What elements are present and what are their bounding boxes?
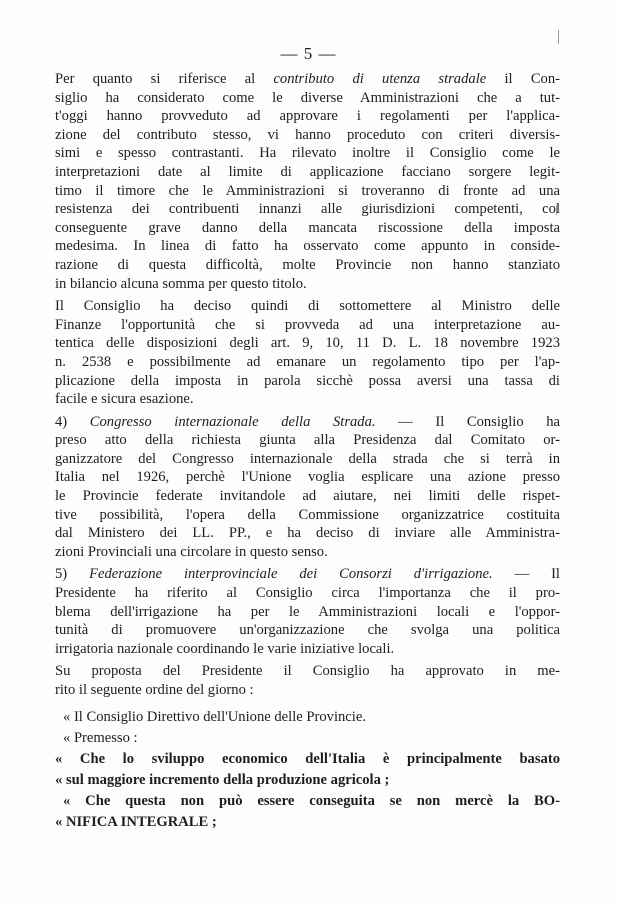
text-line: tive possibilità, l'opera della Commissione organizzatrice costituita	[55, 506, 560, 523]
paragraph-congresso-strada	[55, 413, 560, 562]
text-line: in bilancio alcuna somma per questo titolo.	[55, 275, 307, 292]
text-line: conseguente grave danno della mancata riscossione della imposta	[55, 219, 560, 236]
text-line: ganizzatore del Congresso internazionale della strada che si terrà in	[55, 450, 560, 467]
text-line: Finanze l'opportunità che si provveda ad una interpretazione au-	[55, 316, 560, 333]
text-line: irrigatoria nazionale coordinando le varie iniziative locali.	[55, 640, 395, 657]
section-heading: 4) Congresso internazionale della Strada. — Il Consiglio ha	[55, 413, 560, 430]
text-line: simi e spesso contrastanti. Ha rilevato inoltre il Consiglio come le	[55, 145, 560, 162]
paragraph-contributo-utenza	[55, 70, 560, 293]
text-line: razione di questa difficoltà, molte Provincie non hanno stanziato	[55, 256, 560, 273]
page-number: — 5 —	[280, 44, 337, 63]
paragraph-consorzi-irrigazione	[55, 565, 560, 658]
text-line: n. 2538 e possibilmente ad emanare un regolamento tipo per l'ap-	[55, 353, 560, 370]
text-line: le Provincie federate invitandole ad aiutare, nei limiti delle rispet-	[55, 488, 560, 505]
quote-line: « Il Consiglio Direttivo dell'Unione delle Provincie.	[63, 708, 366, 725]
section-heading: 5) Federazione interprovinciale dei Consorzi d'irrigazione. — Il	[55, 566, 560, 583]
text-line: Per quanto si riferisce al contributo di utenza stradale il Con-	[55, 71, 561, 87]
quote-line: « Che questa non può essere conseguita se non mercè la BO-	[63, 792, 560, 809]
text-line: Su proposta del Presidente il Consiglio ha approvato in me-	[55, 663, 560, 680]
text-line: t'oggi hanno provveduto ad approvare i regolamenti per l'applica-	[55, 108, 560, 125]
scan-edge-mark	[558, 30, 559, 44]
text-line: siglio ha considerato come le diverse Amministrazioni che a tut-	[55, 89, 560, 106]
text-line: interpretazioni date al limite di applicazione facciano sorgere legit-	[55, 163, 560, 180]
text-line: resistenza dei contribuenti innanzi alle giurisdizioni competenti, col	[55, 201, 560, 218]
text-line: timo il timore che le Amministrazioni si troveranno di fronte ad una	[55, 182, 560, 199]
paragraph-proposta	[55, 662, 560, 699]
quote-line: « Premesso :	[63, 729, 138, 746]
quote-line: « NIFICA INTEGRALE ;	[55, 813, 217, 830]
text-line: preso atto della richiesta giunta alla Presidenza dal Comitato or-	[55, 432, 560, 449]
paragraph-interpretazione	[55, 297, 560, 409]
text-line: facile e sicura esazione.	[55, 391, 194, 408]
text-line: rito il seguente ordine del giorno :	[55, 682, 254, 698]
text-line: plicazione della imposta in parola sicchè possa aversi una tassa di	[55, 372, 560, 389]
text-line: blema dell'irrigazione ha per le Amministrazioni locali e l'oppor-	[55, 603, 560, 620]
text-line: Il Consiglio ha deciso quindi di sottomettere al Ministro delle	[55, 298, 560, 315]
text-line: zione del contributo stesso, vi hanno proceduto con criteri diversis-	[55, 126, 560, 143]
text-line: tunità di promuovere un'organizzazione che svolga una politica	[55, 622, 560, 639]
text-line: tentica delle disposizioni degli art. 9, 10, 11 D. L. 18 novembre 1923	[55, 335, 560, 352]
ordine-del-giorno	[55, 707, 560, 833]
text-line: zioni Provinciali una circolare in questo senso.	[55, 543, 328, 560]
quote-line: « sul maggiore incremento della produzione agricola ;	[55, 771, 390, 788]
text-line: medesima. In linea di fatto ha osservato come appunto in conside-	[55, 238, 560, 255]
body-text	[55, 70, 560, 833]
text-line: Italia nel 1926, perchè l'Unione voglia esplicare una azione presso	[55, 469, 560, 486]
text-line: Presidente ha riferito al Consiglio circa l'importanza che il pro-	[55, 585, 560, 602]
quote-line: « Che lo sviluppo economico dell'Italia è principalmente basato	[55, 750, 560, 767]
text-line: dal Ministero dei LL. PP., e ha deciso di inviare alle Amministra-	[55, 525, 560, 542]
